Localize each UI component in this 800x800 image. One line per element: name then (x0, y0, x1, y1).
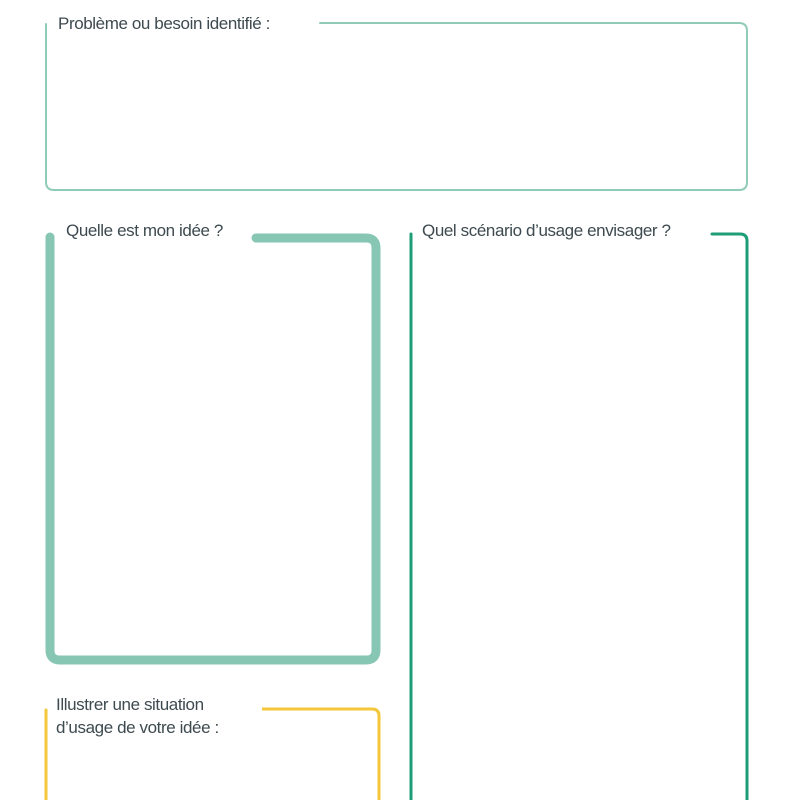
scenario-writing-area[interactable] (416, 248, 742, 800)
illustrate-label-line-2: d’usage de votre idée : (56, 718, 219, 737)
problem-writing-area[interactable] (52, 40, 742, 184)
idea-writing-area[interactable] (58, 248, 370, 652)
illustrate-label-line-1: Illustrer une situation (56, 695, 204, 714)
illustrate-writing-area[interactable] (52, 745, 374, 800)
problem-label: Problème ou besoin identifié : (52, 12, 276, 35)
illustrate-label (50, 693, 262, 739)
idea-label: Quelle est mon idée ? (60, 219, 229, 242)
scenario-label: Quel scénario d’usage envisager ? (416, 219, 677, 242)
